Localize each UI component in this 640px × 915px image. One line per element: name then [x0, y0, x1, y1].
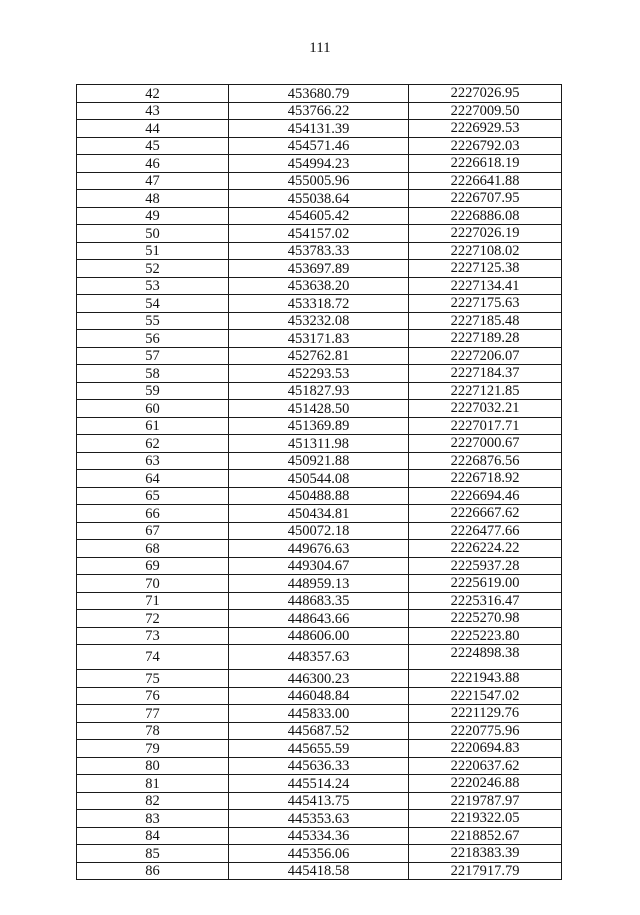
coordinates-table-body	[77, 85, 562, 880]
y-coordinate-cell: 2220694.83	[409, 740, 562, 758]
x-coordinate-cell: 454571.46	[229, 137, 409, 155]
x-coordinate-cell: 445636.33	[229, 757, 409, 775]
y-coordinate-cell: 2220637.62	[409, 757, 562, 775]
table-row	[77, 540, 562, 558]
point-number-cell: 43	[77, 102, 229, 120]
table-row	[77, 740, 562, 758]
point-number-cell: 55	[77, 312, 229, 330]
x-coordinate-cell: 453232.08	[229, 312, 409, 330]
x-coordinate-cell: 445418.58	[229, 862, 409, 880]
point-number-cell: 64	[77, 470, 229, 488]
point-number-cell: 66	[77, 505, 229, 523]
point-number-cell: 44	[77, 120, 229, 138]
x-coordinate-cell: 445833.00	[229, 705, 409, 723]
y-coordinate-cell: 2218383.39	[409, 845, 562, 863]
table-row	[77, 827, 562, 845]
table-row	[77, 775, 562, 793]
y-coordinate-cell: 2226718.92	[409, 470, 562, 488]
table-row	[77, 85, 562, 103]
x-coordinate-cell: 454994.23	[229, 155, 409, 173]
table-row	[77, 155, 562, 173]
point-number-cell: 83	[77, 810, 229, 828]
point-number-cell: 45	[77, 137, 229, 155]
y-coordinate-cell: 2225223.80	[409, 627, 562, 645]
table-row	[77, 382, 562, 400]
table-row	[77, 610, 562, 628]
point-number-cell: 52	[77, 260, 229, 278]
x-coordinate-cell: 453318.72	[229, 295, 409, 313]
point-number-cell: 65	[77, 487, 229, 505]
x-coordinate-cell: 451369.89	[229, 417, 409, 435]
point-number-cell: 77	[77, 705, 229, 723]
table-row	[77, 670, 562, 688]
x-coordinate-cell: 448959.13	[229, 575, 409, 593]
x-coordinate-cell: 454157.02	[229, 225, 409, 243]
table-row	[77, 792, 562, 810]
table-row	[77, 470, 562, 488]
y-coordinate-cell: 2218852.67	[409, 827, 562, 845]
table-row	[77, 277, 562, 295]
x-coordinate-cell: 448357.63	[229, 645, 409, 670]
point-number-cell: 63	[77, 452, 229, 470]
point-number-cell: 76	[77, 687, 229, 705]
x-coordinate-cell: 450921.88	[229, 452, 409, 470]
x-coordinate-cell: 454605.42	[229, 207, 409, 225]
table-row	[77, 487, 562, 505]
x-coordinate-cell: 453680.79	[229, 85, 409, 103]
y-coordinate-cell: 2227009.50	[409, 102, 562, 120]
point-number-cell: 79	[77, 740, 229, 758]
x-coordinate-cell: 445687.52	[229, 722, 409, 740]
point-number-cell: 50	[77, 225, 229, 243]
x-coordinate-cell: 453171.83	[229, 330, 409, 348]
x-coordinate-cell: 452762.81	[229, 347, 409, 365]
y-coordinate-cell: 2226641.88	[409, 172, 562, 190]
x-coordinate-cell: 451827.93	[229, 382, 409, 400]
x-coordinate-cell: 446300.23	[229, 670, 409, 688]
table-row	[77, 242, 562, 260]
x-coordinate-cell: 450072.18	[229, 522, 409, 540]
y-coordinate-cell: 2227185.48	[409, 312, 562, 330]
x-coordinate-cell: 455005.96	[229, 172, 409, 190]
table-row	[77, 417, 562, 435]
table-row	[77, 190, 562, 208]
x-coordinate-cell: 445413.75	[229, 792, 409, 810]
y-coordinate-cell: 2227026.19	[409, 225, 562, 243]
x-coordinate-cell: 449304.67	[229, 557, 409, 575]
table-row	[77, 722, 562, 740]
table-row	[77, 522, 562, 540]
x-coordinate-cell: 454131.39	[229, 120, 409, 138]
y-coordinate-cell: 2219322.05	[409, 810, 562, 828]
point-number-cell: 54	[77, 295, 229, 313]
x-coordinate-cell: 445514.24	[229, 775, 409, 793]
table-row	[77, 757, 562, 775]
y-coordinate-cell: 2226929.53	[409, 120, 562, 138]
table-row	[77, 435, 562, 453]
point-number-cell: 85	[77, 845, 229, 863]
table-row	[77, 312, 562, 330]
y-coordinate-cell: 2221547.02	[409, 687, 562, 705]
table-row	[77, 365, 562, 383]
table-row	[77, 627, 562, 645]
y-coordinate-cell: 2226707.95	[409, 190, 562, 208]
y-coordinate-cell: 2227175.63	[409, 295, 562, 313]
y-coordinate-cell: 2227032.21	[409, 400, 562, 418]
point-number-cell: 75	[77, 670, 229, 688]
x-coordinate-cell: 453783.33	[229, 242, 409, 260]
table-row	[77, 347, 562, 365]
y-coordinate-cell: 2221129.76	[409, 705, 562, 723]
point-number-cell: 57	[77, 347, 229, 365]
y-coordinate-cell: 2224898.38	[409, 645, 562, 670]
y-coordinate-cell: 2226886.08	[409, 207, 562, 225]
table-row	[77, 137, 562, 155]
x-coordinate-cell: 445353.63	[229, 810, 409, 828]
x-coordinate-cell: 449676.63	[229, 540, 409, 558]
point-number-cell: 53	[77, 277, 229, 295]
point-number-cell: 42	[77, 85, 229, 103]
point-number-cell: 80	[77, 757, 229, 775]
x-coordinate-cell: 455038.64	[229, 190, 409, 208]
y-coordinate-cell: 2226618.19	[409, 155, 562, 173]
x-coordinate-cell: 445334.36	[229, 827, 409, 845]
y-coordinate-cell: 2225937.28	[409, 557, 562, 575]
table-row	[77, 225, 562, 243]
point-number-cell: 81	[77, 775, 229, 793]
point-number-cell: 48	[77, 190, 229, 208]
point-number-cell: 61	[77, 417, 229, 435]
y-coordinate-cell: 2226477.66	[409, 522, 562, 540]
table-row	[77, 295, 562, 313]
y-coordinate-cell: 2227121.85	[409, 382, 562, 400]
y-coordinate-cell: 2217917.79	[409, 862, 562, 880]
x-coordinate-cell: 453638.20	[229, 277, 409, 295]
table-row	[77, 687, 562, 705]
x-coordinate-cell: 453766.22	[229, 102, 409, 120]
y-coordinate-cell: 2220775.96	[409, 722, 562, 740]
page-number: 111	[309, 40, 331, 56]
x-coordinate-cell: 451428.50	[229, 400, 409, 418]
point-number-cell: 62	[77, 435, 229, 453]
point-number-cell: 47	[77, 172, 229, 190]
y-coordinate-cell: 2226876.56	[409, 452, 562, 470]
point-number-cell: 86	[77, 862, 229, 880]
table-row	[77, 505, 562, 523]
table-row	[77, 330, 562, 348]
table-row	[77, 102, 562, 120]
point-number-cell: 67	[77, 522, 229, 540]
point-number-cell: 78	[77, 722, 229, 740]
y-coordinate-cell: 2227108.02	[409, 242, 562, 260]
table-row	[77, 120, 562, 138]
y-coordinate-cell: 2227134.41	[409, 277, 562, 295]
point-number-cell: 70	[77, 575, 229, 593]
x-coordinate-cell: 451311.98	[229, 435, 409, 453]
table-row	[77, 260, 562, 278]
point-number-cell: 59	[77, 382, 229, 400]
point-number-cell: 73	[77, 627, 229, 645]
point-number-cell: 60	[77, 400, 229, 418]
table-row	[77, 862, 562, 880]
x-coordinate-cell: 453697.89	[229, 260, 409, 278]
point-number-cell: 71	[77, 592, 229, 610]
x-coordinate-cell: 448643.66	[229, 610, 409, 628]
point-number-cell: 69	[77, 557, 229, 575]
point-number-cell: 49	[77, 207, 229, 225]
table-row	[77, 400, 562, 418]
table-row	[77, 810, 562, 828]
point-number-cell: 51	[77, 242, 229, 260]
y-coordinate-cell: 2227017.71	[409, 417, 562, 435]
y-coordinate-cell: 2227000.67	[409, 435, 562, 453]
x-coordinate-cell: 450434.81	[229, 505, 409, 523]
point-number-cell: 56	[77, 330, 229, 348]
table-row	[77, 845, 562, 863]
y-coordinate-cell: 2225619.00	[409, 575, 562, 593]
y-coordinate-cell: 2227125.38	[409, 260, 562, 278]
y-coordinate-cell: 2219787.97	[409, 792, 562, 810]
x-coordinate-cell: 445655.59	[229, 740, 409, 758]
table-row	[77, 592, 562, 610]
table-row	[77, 705, 562, 723]
table-row	[77, 207, 562, 225]
x-coordinate-cell: 446048.84	[229, 687, 409, 705]
y-coordinate-cell: 2225270.98	[409, 610, 562, 628]
y-coordinate-cell: 2227206.07	[409, 347, 562, 365]
x-coordinate-cell: 445356.06	[229, 845, 409, 863]
table-row	[77, 645, 562, 670]
y-coordinate-cell: 2220246.88	[409, 775, 562, 793]
table-row	[77, 172, 562, 190]
y-coordinate-cell: 2227026.95	[409, 85, 562, 103]
coordinates-table	[76, 84, 562, 880]
point-number-cell: 82	[77, 792, 229, 810]
y-coordinate-cell: 2226792.03	[409, 137, 562, 155]
point-number-cell: 84	[77, 827, 229, 845]
y-coordinate-cell: 2226224.22	[409, 540, 562, 558]
point-number-cell: 72	[77, 610, 229, 628]
y-coordinate-cell: 2227189.28	[409, 330, 562, 348]
point-number-cell: 68	[77, 540, 229, 558]
table-row	[77, 452, 562, 470]
point-number-cell: 46	[77, 155, 229, 173]
table-row	[77, 575, 562, 593]
y-coordinate-cell: 2221943.88	[409, 670, 562, 688]
x-coordinate-cell: 448683.35	[229, 592, 409, 610]
table-row	[77, 557, 562, 575]
x-coordinate-cell: 452293.53	[229, 365, 409, 383]
x-coordinate-cell: 448606.00	[229, 627, 409, 645]
y-coordinate-cell: 2226667.62	[409, 505, 562, 523]
y-coordinate-cell: 2226694.46	[409, 487, 562, 505]
x-coordinate-cell: 450544.08	[229, 470, 409, 488]
y-coordinate-cell: 2225316.47	[409, 592, 562, 610]
x-coordinate-cell: 450488.88	[229, 487, 409, 505]
point-number-cell: 58	[77, 365, 229, 383]
point-number-cell: 74	[77, 645, 229, 670]
y-coordinate-cell: 2227184.37	[409, 365, 562, 383]
